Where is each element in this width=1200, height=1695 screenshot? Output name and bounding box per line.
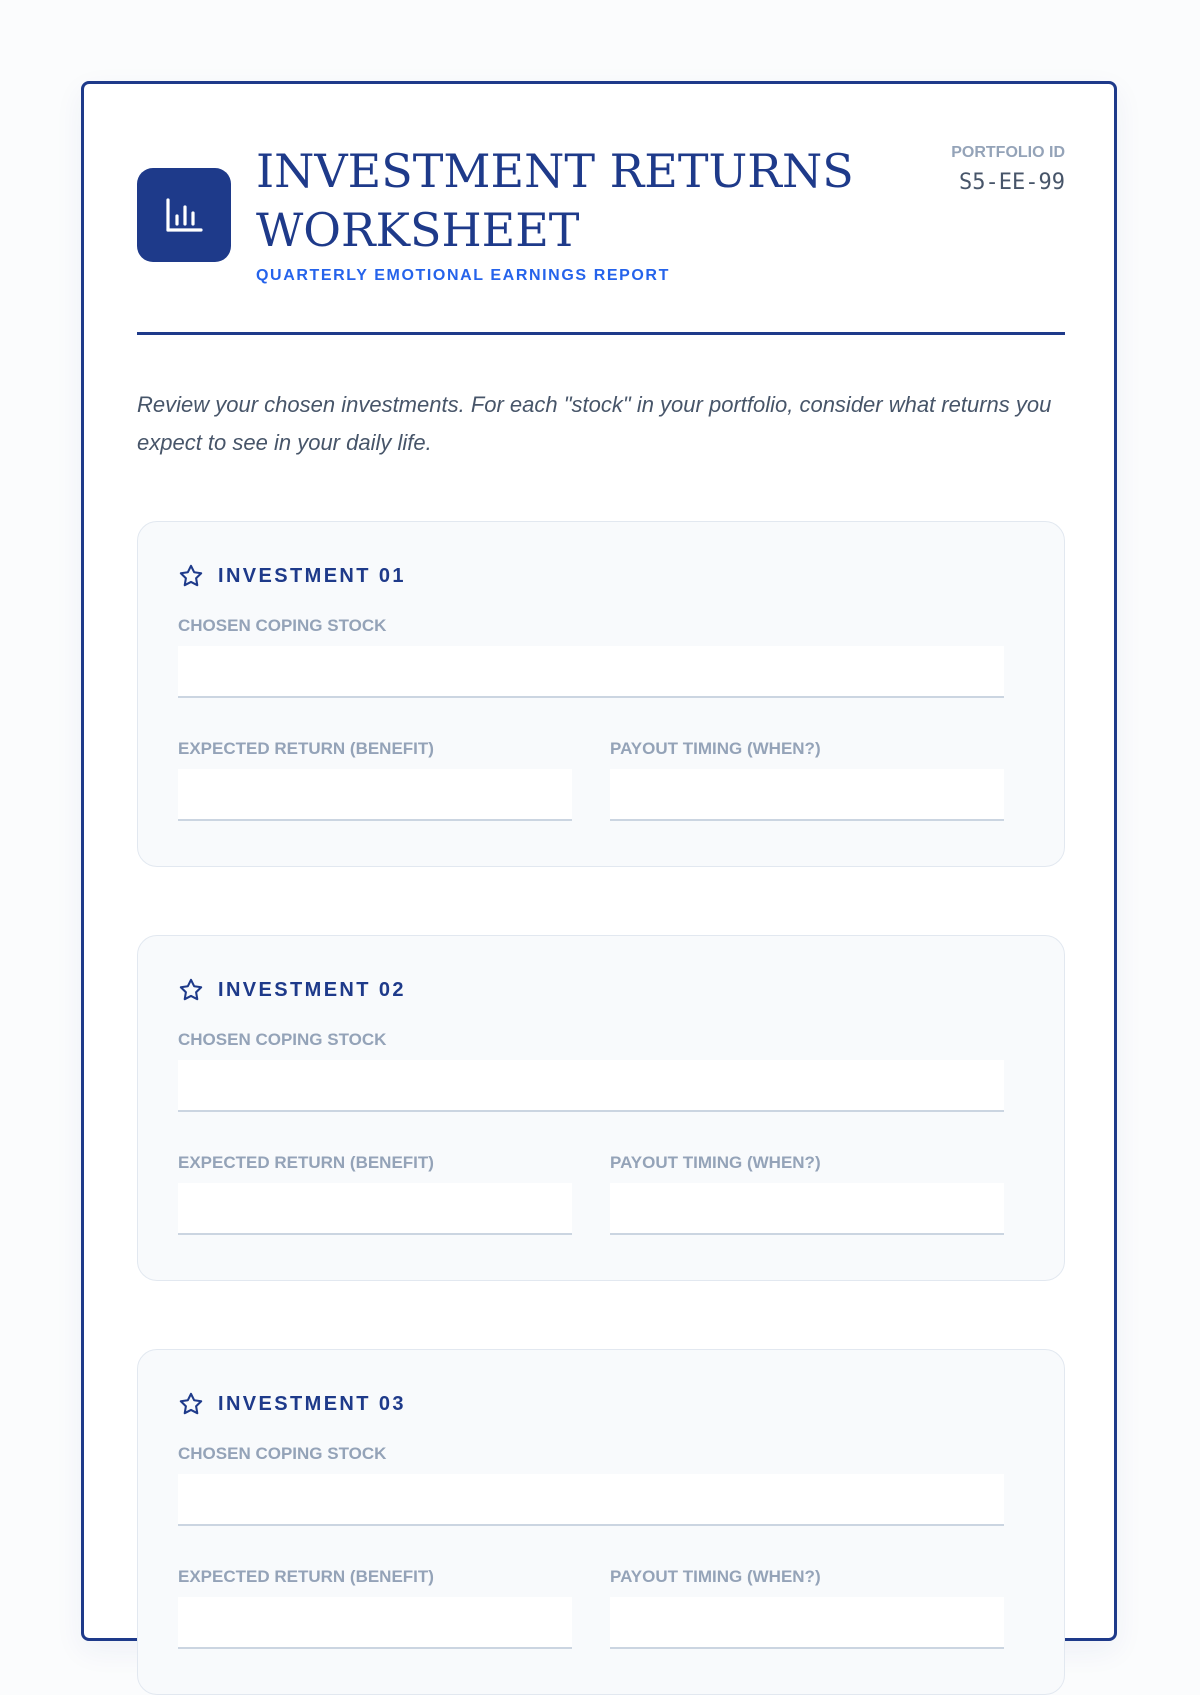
star-icon [178,1391,204,1417]
bar-chart-icon [137,168,231,262]
star-icon [178,977,204,1003]
investment-card-header [178,1390,406,1418]
coping-stock-input[interactable] [178,1474,1004,1526]
portfolio-id-label: PORTFOLIO ID [951,144,1065,161]
investment-card [137,1349,1065,1695]
coping-stock-input[interactable] [178,1060,1004,1112]
expected-return-label: EXPECTED RETURN (BENEFIT) [178,739,434,758]
stock-label: CHOSEN COPING STOCK [178,1444,387,1463]
page-subtitle: QUARTERLY EMOTIONAL EARNINGS REPORT [256,267,670,284]
expected-return-input[interactable] [178,1597,572,1649]
expected-return-input[interactable] [178,1183,572,1235]
investment-card-header [178,562,406,590]
investment-card [137,935,1065,1281]
investment-title: INVESTMENT 01 [218,564,406,587]
worksheet-page [81,81,1117,1641]
payout-timing-label: PAYOUT TIMING (WHEN?) [610,1153,821,1172]
expected-return-label: EXPECTED RETURN (BENEFIT) [178,1153,434,1172]
investment-card [137,521,1065,867]
payout-timing-input[interactable] [610,1183,1004,1235]
payout-timing-label: PAYOUT TIMING (WHEN?) [610,739,821,758]
stock-label: CHOSEN COPING STOCK [178,616,387,635]
coping-stock-input[interactable] [178,646,1004,698]
portfolio-id-value: S5-EE-99 [959,170,1065,195]
expected-return-label: EXPECTED RETURN (BENEFIT) [178,1567,434,1586]
investment-title: INVESTMENT 02 [218,978,406,1001]
payout-timing-input[interactable] [610,769,1004,821]
portfolio-id-block [945,140,1065,199]
expected-return-input[interactable] [178,769,572,821]
payout-timing-label: PAYOUT TIMING (WHEN?) [610,1567,821,1586]
stock-label: CHOSEN COPING STOCK [178,1030,387,1049]
investment-title: INVESTMENT 03 [218,1392,406,1415]
investment-card-header [178,976,406,1004]
header-divider [137,332,1065,335]
page-title: INVESTMENT RETURNS WORKSHEET [256,144,854,257]
payout-timing-input[interactable] [610,1597,1004,1649]
star-icon [178,563,204,589]
instructions-text: Review your chosen investments. For each "stock" in your portfolio, consider what returns you expect to see in your daily life. [137,392,1052,455]
worksheet-header [137,84,1065,333]
